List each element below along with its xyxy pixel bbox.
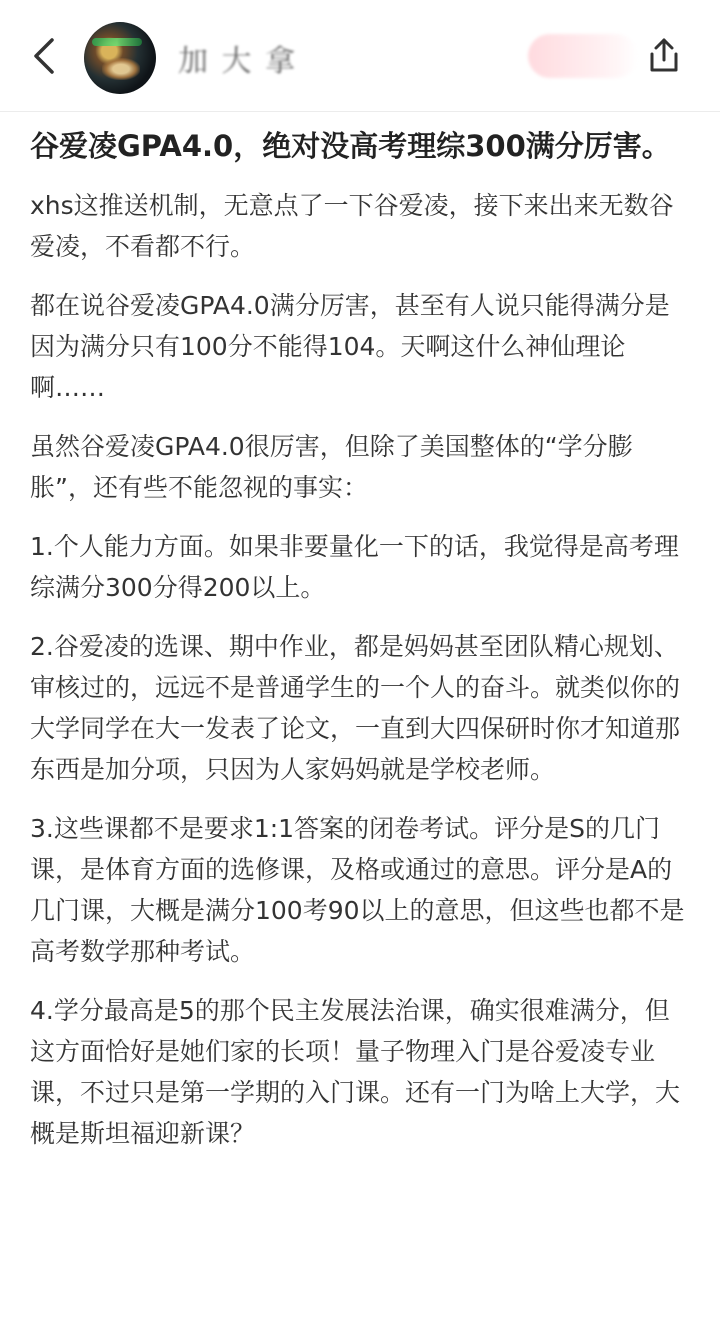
follow-button[interactable] [528,34,638,78]
share-button[interactable] [644,32,684,80]
chevron-left-icon [30,36,58,76]
author-username[interactable]: 加 大 拿 [178,44,298,79]
post-content [30,112,694,1154]
post-paragraph-1: xhs这推送机制，无意点了一下谷爱凌，接下来出来无数谷爱凌，不看都不行。 [30,191,674,261]
post-title: 谷爱凌GPA4.0，绝对没高考理综300满分厉害。 [30,129,671,163]
post-paragraph-2: 都在说谷爱凌GPA4.0满分厉害，甚至有人说只能得满分是因为满分只有100分不能得104。天啊这什么神仙理论啊…… [30,291,670,402]
share-icon [646,36,682,76]
post-paragraph-3: 虽然谷爱凌GPA4.0很厉害，但除了美国整体的“学分膨胀”，还有些不能忽视的事实： [30,432,633,502]
author-avatar[interactable] [84,22,156,94]
post-paragraph-4: 1.个人能力方面。如果非要量化一下的话，我觉得是高考理综满分300分得200以上。 [30,532,679,602]
post-paragraph-7: 4.学分最高是5的那个民主发展法治课，确实很难满分，但这方面恰好是她们家的长项！量子物理入门是谷爱凌专业课，不过只是第一学期的入门课。还有一门为啥上大学，大概是斯坦福迎新课？ [30,996,681,1148]
post-paragraph-5: 2.谷爱凌的选课、期中作业，都是妈妈甚至团队精心规划、审核过的，远远不是普通学生的一个人的奋斗。就类似你的大学同学在大一发表了论文，一直到大四保研时你才知道那东西是加分项，只因为人家妈妈就是学校老师。 [30,632,681,784]
post-paragraph-6: 3.这些课都不是要求1:1答案的闭卷考试。评分是S的几门课，是体育方面的选修课，及格或通过的意思。评分是A的几门课，大概是满分100考90以上的意思，但这些也都不是高考数学那种考试。 [30,814,685,966]
back-button[interactable] [24,34,64,78]
top-navigation-bar [0,0,720,112]
